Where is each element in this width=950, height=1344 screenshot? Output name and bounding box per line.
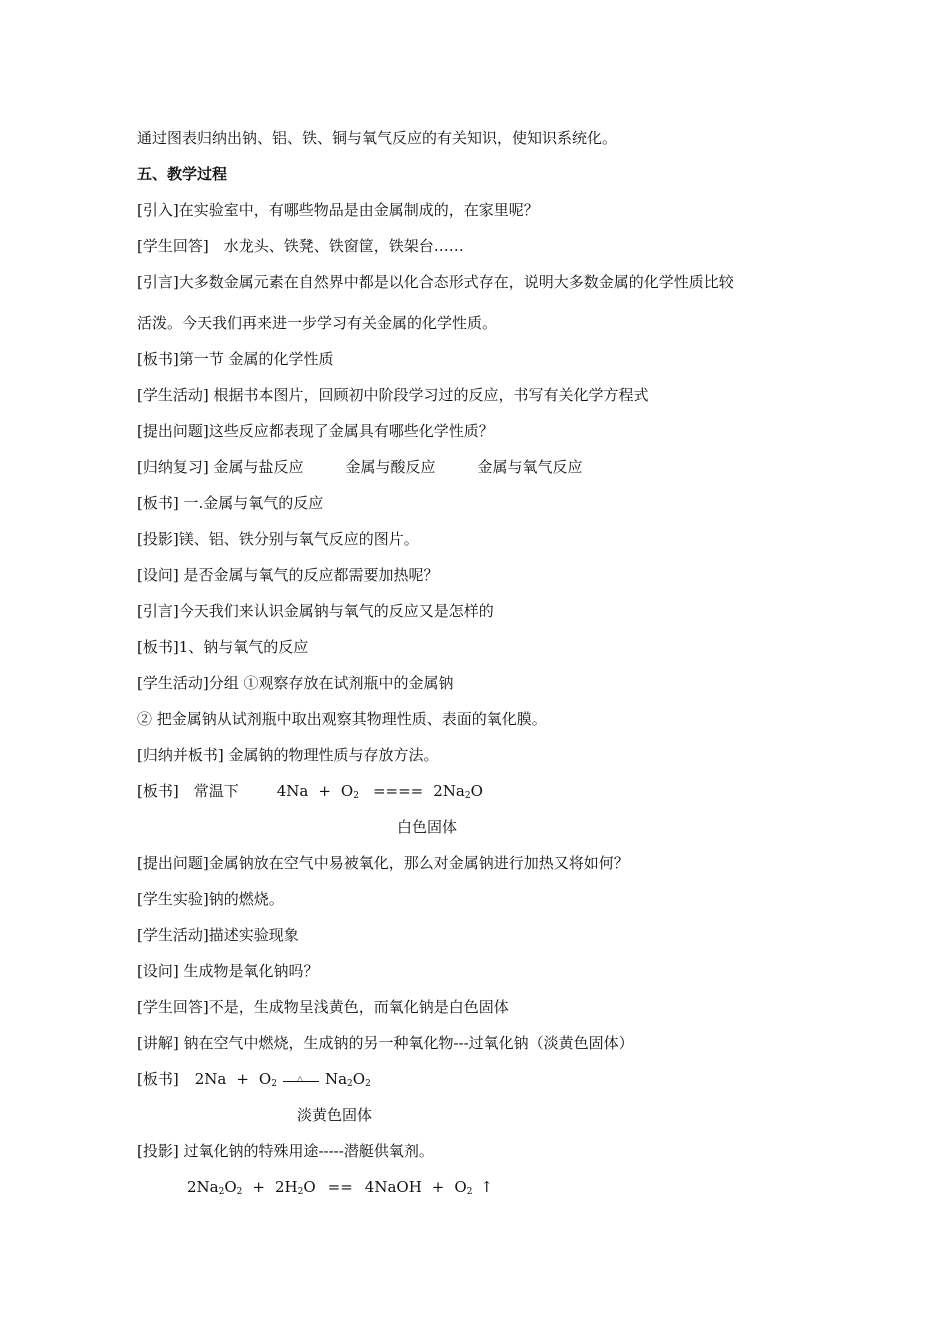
paragraph-board-oxygen: [板书] 一.金属与氧气的反应 [137, 494, 324, 512]
eq3-reactant-h2o: $2H_2O$ [274, 1178, 316, 1197]
paragraph-projection-use: [投影] 过氧化钠的特殊用途-----潜艇供氧剂。 [137, 1142, 434, 1160]
product-state-white: 白色固体 [397, 818, 458, 836]
paragraph-student-answer-product: [学生回答]不是，生成物呈浅黄色，而氧化钠是白色固体 [137, 998, 509, 1016]
review-item-acid: 金属与酸反应 [345, 458, 436, 476]
eq1-equals: ==== [372, 782, 424, 800]
paragraph-question-product: [设问] 生成物是氧化钠吗？ [137, 962, 319, 980]
eq1-product-na2o: $2Na_2O$ [433, 782, 483, 801]
paragraph-student-answer: [学生回答] 水龙头、铁凳、铁窗筐，铁架台…… [137, 237, 464, 255]
eq1-plus: + [318, 782, 331, 800]
paragraph-summary: [归纳并板书] 金属钠的物理性质与存放方法。 [137, 746, 439, 764]
review-item-oxygen: 金属与氧气反应 [477, 458, 583, 476]
equation-sodium-oxide [137, 781, 483, 801]
review-item-salt: [归纳复习] 金属与盐反应 [137, 458, 304, 476]
product-state-yellow: 淡黄色固体 [297, 1106, 373, 1124]
eq3-plus: + [252, 1178, 265, 1196]
eq3-product-naoh: 4NaOH [364, 1178, 422, 1196]
equation-label: [板书] 常温下 [137, 782, 239, 800]
paragraph-activity-step-two: ② 把金属钠从试剂瓶中取出观察其物理性质、表面的氧化膜。 [137, 710, 547, 728]
paragraph-lead-in: [引言]大多数金属元素在自然界中都是以化合态形式存在，说明大多数金属的化学性质比较 [137, 273, 734, 291]
paragraph-intro: [引入]在实验室中，有哪些物品是由金属制成的，在家里呢？ [137, 201, 539, 219]
gas-up-arrow-icon: ↑ [480, 1178, 493, 1196]
paragraph-board-sodium: [板书]1、钠与氧气的反应 [137, 638, 309, 656]
paragraph-projection: [投影]镁、铝、铁分别与氧气反应的图片。 [137, 530, 419, 548]
equation-sodium-peroxide [137, 1069, 371, 1089]
paragraph-group-activity: [学生活动]分组 ①观察存放在试剂瓶中的金属钠 [137, 674, 454, 692]
equation-peroxide-water [187, 1177, 493, 1197]
paragraph-question: [提出问题]这些反应都表现了金属具有哪些化学性质？ [137, 422, 494, 440]
eq2-plus: + [236, 1070, 249, 1088]
eq3-product-o2: $O_2$ [454, 1178, 473, 1197]
paragraph-describe: [学生活动]描述实验现象 [137, 926, 299, 944]
equation-label: [板书] [137, 1070, 179, 1088]
paragraph-student-activity: [学生活动] 根据书本图片，回顾初中阶段学习过的反应，书写有关化学方程式 [137, 386, 649, 404]
paragraph-question-heat: [提出问题]金属钠放在空气中易被氧化，那么对金属钠进行加热又将如何？ [137, 854, 629, 872]
paragraph-explanation: [讲解] 钠在空气中燃烧，生成钠的另一种氧化物---过氧化钠（淡黄色固体） [137, 1034, 634, 1052]
eq2-product-na2o2: $Na_2O_2$ [324, 1070, 371, 1089]
paragraph-lead-in-continued: 活泼。今天我们再来进一步学习有关金属的化学性质。 [137, 314, 498, 332]
section-heading: 五、教学过程 [137, 165, 228, 183]
eq3-reactant-na2o2: $2Na_2O_2$ [187, 1178, 243, 1197]
paragraph-lead-sodium: [引言]今天我们来认识金属钠与氧气的反应又是怎样的 [137, 602, 494, 620]
paragraph-review [137, 457, 583, 477]
paragraph-board-title: [板书]第一节 金属的化学性质 [137, 350, 334, 368]
eq3-plus-2: + [431, 1178, 445, 1196]
eq2-reactant-na: 2Na [194, 1070, 227, 1088]
paragraph-experiment: [学生实验]钠的燃烧。 [137, 890, 284, 908]
eq1-reactant-o2: $O_2$ [340, 782, 359, 801]
eq2-reactant-o2: $O_2$ [258, 1070, 277, 1089]
eq1-reactant-na: 4Na [276, 782, 309, 800]
paragraph-question-heating: [设问] 是否金属与氧气的反应都需要加热呢？ [137, 566, 439, 584]
heating-arrow-icon: △ [283, 1074, 319, 1086]
eq3-equals: == [327, 1178, 353, 1196]
paragraph-objective: 通过图表归纳出钠、铝、铁、铜与氧气反应的有关知识，使知识系统化。 [137, 129, 618, 147]
